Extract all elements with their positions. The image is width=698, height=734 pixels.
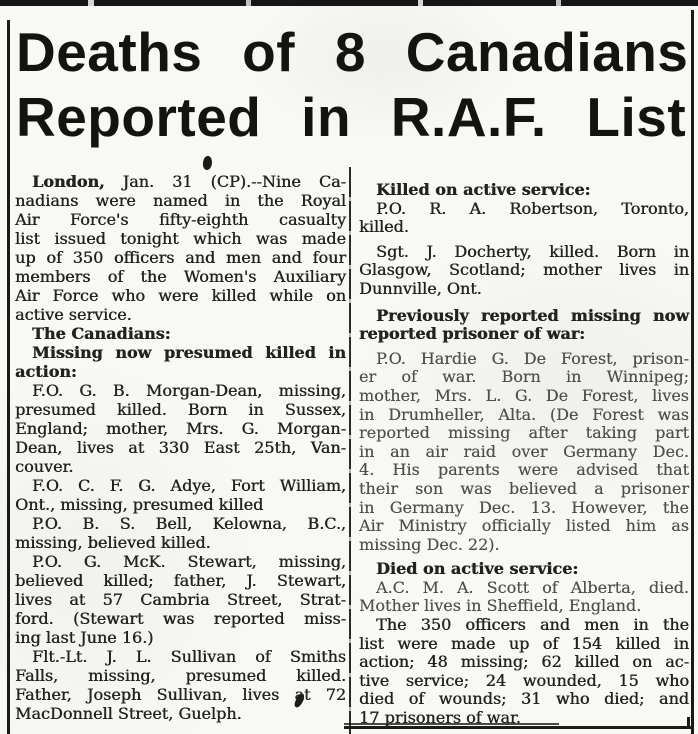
text-line: members of the Women's Auxiliary [15, 267, 346, 286]
text-line: MacDonnell Street, Guelph. [15, 704, 242, 723]
text-line: believed killed; father, J. Stewart, [15, 571, 346, 590]
text-line: P.O. R. A. Robertson, Toronto, [376, 198, 689, 218]
text-line: their son was believed a prisoner [359, 478, 689, 498]
text-line: Air Force who were killed while on [15, 286, 346, 305]
headline-line-1: Deaths of 8 Canadians [16, 21, 689, 83]
text-line: list were made up of 154 killed in [359, 633, 689, 653]
text-line: Falls, missing, presumed killed. [15, 666, 346, 685]
text-line: lives at 57 Cambria Street, Strat- [15, 590, 346, 609]
text-line: Father, Joseph Sullivan, lives at 72 [15, 685, 346, 704]
text-line: 17 prisoners of war. [359, 708, 521, 728]
text-line: F.O. C. F. G. Adye, Fort William, [32, 476, 346, 495]
article-column-left [15, 172, 346, 723]
text-line: in Drumheller, Alta. (De Forest was [359, 404, 689, 424]
text-line: Mother lives in Sheffield, England. [359, 596, 642, 616]
text-line: reported prisoner of war: [359, 324, 586, 344]
text-line: reported missing after taking part [359, 423, 689, 443]
text-line: action: [15, 362, 77, 381]
text-line: er of war. Born in Winnipeg; [359, 367, 689, 387]
headline-line-2: Reported in R.A.F. List [16, 86, 687, 148]
text-line: ford. (Stewart was reported miss- [15, 609, 346, 628]
text-line: Missing now presumed killed in [32, 343, 346, 362]
text-line: Previously reported missing now [376, 305, 689, 325]
text-line: tive service; 24 wounded, 15 who [359, 670, 689, 690]
text-line: Air Force's fifty-eighth casualty [15, 210, 346, 229]
text-line: Killed on active service: [376, 180, 591, 199]
text-line: missing, believed killed. [15, 533, 211, 552]
text-line: Dean, lives at 330 East 25th, Van- [15, 438, 346, 457]
column-divider-rule [349, 167, 351, 734]
text-line: F.O. G. B. Morgan-Dean, missing, [32, 381, 346, 400]
right-border-rule [691, 10, 694, 734]
dateline-bold-text: London, [32, 172, 105, 191]
left-border-rule [7, 20, 10, 734]
text-line: ing last June 16.) [15, 628, 154, 647]
text-line: Ont., missing, presumed killed [15, 495, 264, 514]
text-line: up of 350 officers and men and four [15, 248, 346, 267]
text-line: mother, Mrs. L. G. De Forest, lives [359, 385, 689, 405]
text-line [15, 172, 346, 191]
ink-smudge [202, 155, 213, 170]
text-line: Sgt. J. Docherty, killed. Born in [376, 241, 689, 261]
text-line: died of wounds; 31 who died; and [359, 689, 689, 709]
text-line: Glasgow, Scotland; mother lives in [359, 260, 689, 280]
text-line: P.O. Hardie G. De Forest, prison- [376, 348, 689, 368]
article-column-right [359, 181, 689, 728]
text-line: Air Ministry officially listed him as [359, 516, 689, 536]
text-line: Flt.-Lt. J. L. Sullivan of Smiths [32, 647, 346, 666]
text-line: active service. [15, 305, 132, 324]
text-line: list issued tonight which was made [15, 229, 346, 248]
text-line: A.C. M. A. Scott of Alberta, died. [376, 577, 689, 597]
text-line: P.O. G. McK. Stewart, missing, [32, 552, 346, 571]
line-text: Jan. 31 (CP).--Nine Ca- [104, 172, 346, 191]
text-line: action; 48 missing; 62 killed on ac- [359, 652, 689, 672]
text-line: couver. [15, 457, 74, 476]
text-line: 4. His parents were advised that [359, 460, 689, 480]
text-line: The 350 officers and men in the [376, 615, 689, 635]
text-line: Died on active service: [376, 559, 579, 579]
text-line: in Germany Dec. 13. However, the [359, 497, 689, 517]
text-line: missing Dec. 22). [359, 534, 500, 554]
text-line: in an air raid over Germany Dec. [359, 441, 689, 461]
text-line: nadians were named in the Royal [15, 191, 346, 210]
text-line: Dunnville, Ont. [359, 278, 482, 298]
text-line: presumed killed. Born in Sussex, [15, 400, 346, 419]
headline [16, 20, 690, 150]
text-line: The Canadians: [32, 324, 171, 343]
top-border-rule [0, 0, 698, 6]
text-line: England; mother, Mrs. G. Morgan- [15, 419, 346, 438]
text-line: P.O. B. S. Bell, Kelowna, B.C., [32, 514, 346, 533]
text-line: killed. [359, 217, 409, 237]
